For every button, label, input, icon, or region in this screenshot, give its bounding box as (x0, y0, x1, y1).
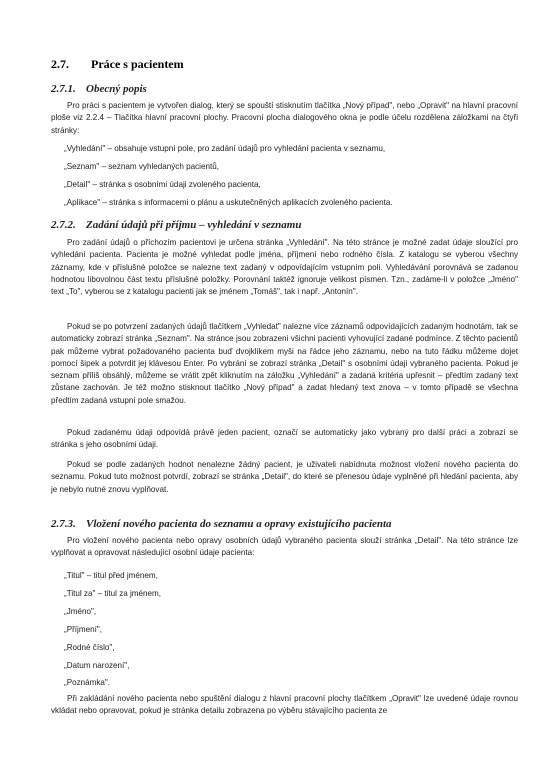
list-item: „Detail" – stránka s osobními údaji zvoleného pacienta, (64, 180, 261, 189)
subsection-number: 2.7.2. (51, 219, 76, 231)
subsection-heading-2 (51, 219, 301, 231)
subsection-number: 2.7.1. (51, 83, 76, 95)
subsection-title: Zadání údajů při příjmu – vyhledání v seznamu (86, 219, 302, 231)
list-item: „Titul za" – titul za jménem, (64, 589, 162, 598)
subsection-number: 2.7.3. (51, 518, 76, 530)
paragraph: Při zakládání nového pacienta nebo spuštění dialogu z hlavní pracovní plochy tlačítkem „Opravit" lze uvedené údaje rovnou vkládat nebo opravovat, pokud je stránka detailu zobrazena po výběru stávajícího pacienta ze (51, 694, 518, 716)
paragraph: Pro práci s pacientem je vytvořen dialog, který se spouští stisknutím tlačítka „Nový případ", nebo „Opravit" na hlavní pracovní ploše viz 2.2.4 – Tlačítka hlavní pracovní plochy. Pracovní plocha dialogového okna je podle účelu rozdělena záložkami na čtyři stránky: (51, 101, 518, 135)
list-item: „Seznam" – seznam vyhledaných pacientů, (64, 162, 219, 171)
list-item: „Aplikace" – stránka s informacemi o plánu a uskutečněných aplikacích zvoleného pacienta. (64, 198, 393, 207)
subsection-title: Obecný popis (86, 83, 147, 95)
list-item: „Poznámka". (64, 678, 111, 687)
section-title: Práce s pacientem (91, 57, 184, 71)
list-item: „Vyhledání" – obsahuje vstupní pole, pro zadání údajů pro vyhledání pacienta v seznamu, (64, 144, 386, 153)
subsection-title: Vložení nového pacienta do seznamu a opravy existujícího pacienta (86, 518, 392, 530)
subsection-heading-1 (51, 83, 147, 95)
paragraph: Pokud se podle zadaných hodnot nenalezne žádný pacient, je uživateli nabídnuta možnost vložení nového pacienta do seznamu. Pokud tuto možnost potvrdí, zobrazí se stránka „Detail", do které se přenesou údaje vyplněné při hledání pacienta, aby je nebylo nutné znovu vyplňovat. (51, 460, 518, 494)
subsection-heading-3 (51, 518, 392, 530)
paragraph: Pokud se po potvrzení zadaných údajů tlačítkem „Vyhledat" nalezne více záznamů odpovídajících zadaným hodnotám, tak se automaticky zobrazí stránka „Seznam". Na stránce jsou zobrazeni všichni pacienti vyhovující zadané podmínce. Z těchto pacientů pak můžeme vybrat požadovaného pacienta buď dvojklikem myši na řádce jeho záznamu, nebo na tuto řádku můžeme dojet pomocí šipek a potvrdit jej klávesou Enter. Po vybrání se zobrazí stránka „Detail" s osobními údaji vybraného pacienta. Pokud je seznam příliš obsáhlý, můžeme se vrátit zpět kliknutím na záložku „Vyhledání" a zadaná kritéria upřesnit – předtím zadaný text zůstane zachován. Je též možno stisknout tlačítko „Nový případ" a zadat hledaný text znova – v tomto případě se všechna předtím zadaná vstupní pole smažou. (51, 322, 518, 405)
list-item: „Titul" – titul před jménem, (64, 571, 158, 580)
list-item: „Datum narození", (64, 661, 130, 670)
list-item: „Rodné číslo", (64, 643, 115, 652)
list-item: „Jméno", (64, 607, 97, 616)
section-number: 2.7. (51, 57, 69, 71)
list-item: „Příjmení", (64, 625, 102, 634)
paragraph: Pro vložení nového pacienta nebo opravy osobních údajů vybraného pacienta slouží stránka „Detail". Na této stránce lze vyplňovat a opravovat následující osobní údaje pacienta: (51, 536, 518, 558)
paragraph: Pokud zadanému údaji odpovídá právě jeden pacient, označí se automaticky jako vybraný pro další práci a zobrazí se stránka s jeho osobními údaji. (51, 428, 518, 450)
section-heading (51, 57, 184, 72)
paragraph: Pro zadání údajů o příchozím pacientovi je určena stránka „Vyhledání". Na této stránce je možné zadat údaje sloužící pro vyhledání pacienta. Pacienta je možné vyhledat podle jména, příjmení nebo rodného čísla. Z katalogu se vyberou všechny záznamy, kde v příslušné položce se nalezne text zadaný v odpovídajícím vstupním poli. Vyhledávání porovnává se zadanou hodnotou libovolnou část textu příslušné položky. Porovnání taktéž ignoruje velikost písmen. Tzn., zadáme-li v položce „Jméno" text „To", vyberou se z katalogu pacienti jak se jménem „Tomáš", tak i např. „Antonín". (51, 238, 518, 297)
